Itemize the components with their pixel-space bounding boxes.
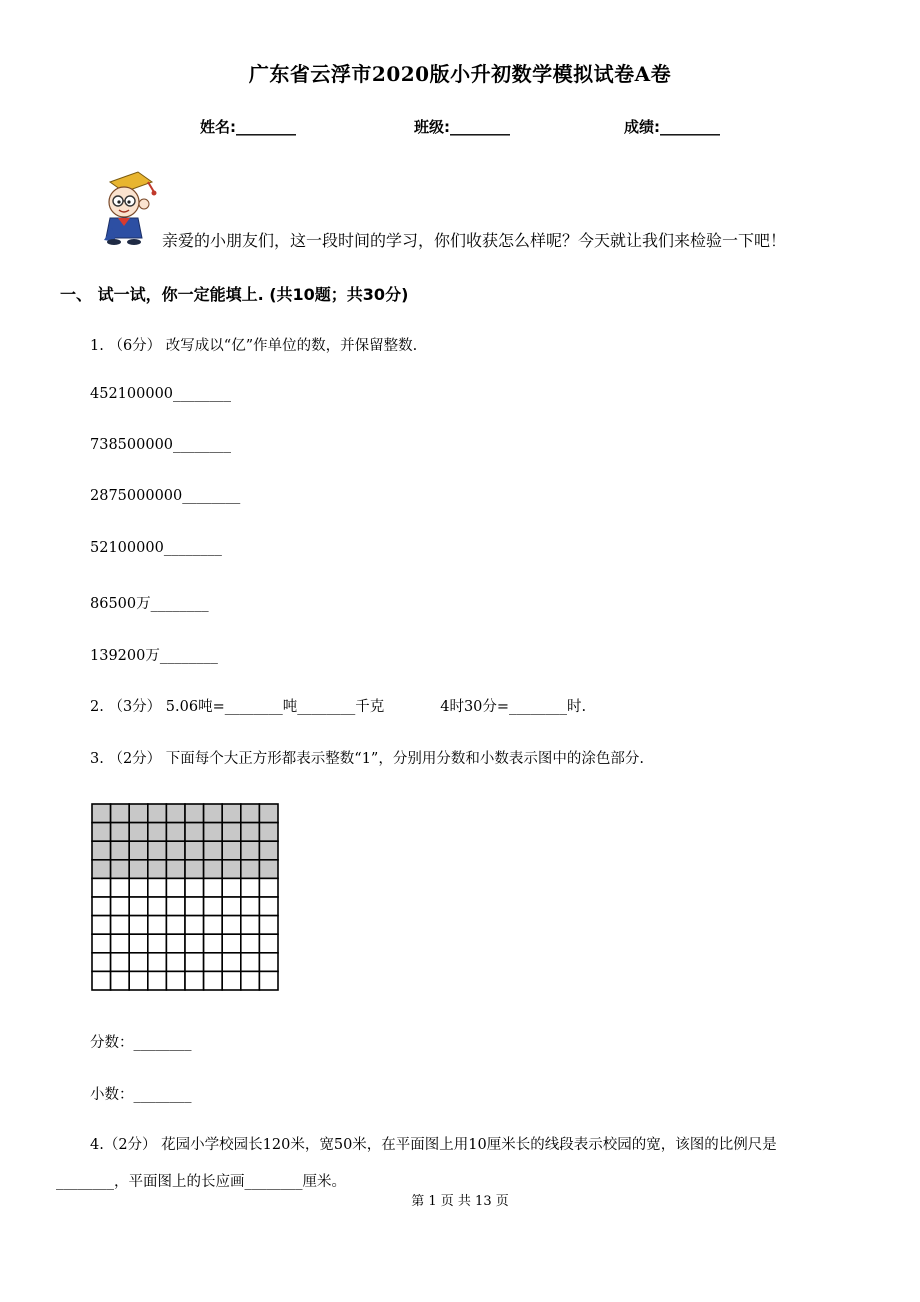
grid-cell [111,934,130,953]
grid-cell [92,934,111,953]
grid-cell [166,916,185,935]
mascot-icon [88,168,166,246]
grid-cell-shaded [92,860,111,879]
grid-cell-shaded [166,804,185,823]
answer-blank: ________ [244,1174,303,1190]
q1-item [90,386,231,402]
grid-cell-shaded [148,860,167,879]
answer-blank: ________ [133,1087,192,1103]
grid-cell-shaded [241,841,260,860]
grid-cell-shaded [166,823,185,842]
grid-cell [92,916,111,935]
answer-blank: ________ [173,386,232,402]
answer-blank: ________ [173,437,232,453]
grid-cell-shaded [204,841,223,860]
grid-cell [222,878,241,897]
page-footer: 第 1 页 共 13 页 [411,1194,509,1209]
answer-blank: ________ [150,596,209,612]
grid-cell [148,953,167,972]
grid-cell [129,934,148,953]
q1-item [90,644,218,665]
section-heading: 一、 试一试，你一定能填上. (共10题；共30分) [60,285,409,304]
grid-cell [259,953,278,972]
q2-stem: 2. （3分） 5.06吨= [90,699,225,715]
answer-blank: ________ [56,1174,114,1190]
grid-cell [185,971,204,990]
grid-cell [129,971,148,990]
grid-cell-shaded [259,860,278,879]
q4-mid: ，平面图上的长应画 [114,1174,245,1190]
grid-cell [241,878,260,897]
q3-stem: 3. （2分） 下面每个大正方形都表示整数“1”，分别用分数和小数表示图中的涂色部分. [90,751,644,767]
q2-line [90,695,586,716]
name-blank: ________ [236,118,296,136]
grid-cell [111,878,130,897]
grid-cell-shaded [222,841,241,860]
grid-cell [129,953,148,972]
grid-cell [259,934,278,953]
q1-item-value: 738500000 [90,437,174,453]
grid-cell [92,953,111,972]
grid-cell-shaded [185,841,204,860]
grid-cell [204,878,223,897]
q1-item-value: 86500万 [90,596,151,612]
grid-cell [185,916,204,935]
grid-cell-shaded [185,804,204,823]
grid-cell [259,897,278,916]
grid-cell [129,916,148,935]
grid-cell [92,878,111,897]
grid-cell [166,953,185,972]
grid-cell-shaded [92,823,111,842]
greeting-text: 亲爱的小朋友们，这一段时间的学习，你们收获怎么样呢？今天就让我们来检验一下吧！ [162,231,787,250]
grid-cell-shaded [92,804,111,823]
grid-cell [111,953,130,972]
grid-cell [204,897,223,916]
class-blank: ________ [450,118,510,136]
grid-cell-shaded [129,860,148,879]
grid-cell [259,971,278,990]
grid-cell-shaded [111,804,130,823]
grid-cell [148,878,167,897]
class-label: 班级: [414,118,450,136]
grid-cell [222,897,241,916]
grid-cell [111,971,130,990]
grid-cell-shaded [185,860,204,879]
answer-blank: ________ [133,1035,192,1051]
grid-cell [204,916,223,935]
q1-item [90,437,231,453]
grid-cell-shaded [92,841,111,860]
grid-cell [185,897,204,916]
grid-cell [259,878,278,897]
grid-cell-shaded [129,823,148,842]
q4-line1: 4.（2分） 花园小学校园长120米，宽50米，在平面图上用10厘米长的线段表示校园的宽，该图的比例尺是 [90,1137,777,1153]
grid-cell-shaded [204,804,223,823]
grid-cell [166,897,185,916]
grid-cell [111,897,130,916]
grid-cell [185,934,204,953]
grid-cell-shaded [185,823,204,842]
answer-blank: ________ [159,648,218,664]
grid-cell [129,897,148,916]
grid-cell-shaded [204,860,223,879]
q1-item-value: 52100000 [90,540,164,556]
grid-cell [129,878,148,897]
grid-cell-shaded [148,841,167,860]
grid-cell [148,916,167,935]
q4-end: 厘米。 [302,1174,346,1190]
decimal-label: 小数： [90,1087,134,1103]
q3-fraction [90,1031,192,1052]
score-field [624,116,720,137]
grid-cell [148,897,167,916]
answer-blank: ________ [224,699,283,715]
grid-cell-shaded [111,841,130,860]
grid-cell-shaded [222,823,241,842]
q1-item-value: 139200万 [90,648,160,664]
grid-cell [222,953,241,972]
grid-cell [166,971,185,990]
score-label: 成绩: [624,118,660,136]
q1-item [90,592,209,613]
grid-cell-shaded [259,804,278,823]
grid-cell [92,971,111,990]
grid-cell-shaded [111,860,130,879]
grid-cell [204,934,223,953]
grid-cell [222,971,241,990]
q1-item [90,488,240,504]
grid-cell-shaded [222,804,241,823]
grid-cell-shaded [111,823,130,842]
grid-cell [92,897,111,916]
grid-cell-shaded [241,860,260,879]
grid-cell [204,953,223,972]
grid-cell [259,916,278,935]
class-field [414,116,510,137]
q2-unit-kg: 千克 [355,699,385,715]
grid-cell [111,916,130,935]
q1-item-value: 2875000000 [90,488,183,504]
grid-cell-shaded [166,841,185,860]
answer-blank: ________ [509,699,568,715]
grid-cell-shaded [129,804,148,823]
grid-cell [185,878,204,897]
grid-cell [185,953,204,972]
q2-unit-ton: 吨 [282,699,298,715]
grid-cell-shaded [259,841,278,860]
answer-blank: ________ [182,488,241,504]
grid-cell-shaded [241,823,260,842]
grid-cell [166,878,185,897]
q1-item [90,540,222,556]
grid-cell [222,916,241,935]
grid-cell-shaded [204,823,223,842]
grid-cell [241,897,260,916]
grid-cell [204,971,223,990]
grid-cell-shaded [259,823,278,842]
grid-cell [241,971,260,990]
grid-cell [148,934,167,953]
grid-cell-shaded [148,804,167,823]
q1-item-value: 452100000 [90,386,174,402]
q3-decimal [90,1083,192,1104]
grid-cell [166,934,185,953]
q2-unit-hour: 时. [567,699,587,715]
grid-cell [241,916,260,935]
name-label: 姓名: [200,118,236,136]
q4-line2 [56,1170,346,1191]
q2-part-b: 4时30分= [440,699,510,715]
grid-cell [148,971,167,990]
answer-blank: ________ [297,699,356,715]
page-title: 广东省云浮市2020版小升初数学模拟试卷A卷 [248,62,672,86]
grid-cell-shaded [241,804,260,823]
name-field [200,116,296,137]
grid-cell-shaded [148,823,167,842]
answer-blank: ________ [163,540,222,556]
grid-cell-shaded [222,860,241,879]
grid-cell [241,934,260,953]
grid-cell [222,934,241,953]
grid-cell-shaded [129,841,148,860]
shaded-grid [90,802,280,992]
grid-cell [241,953,260,972]
score-blank: ________ [660,118,720,136]
fraction-label: 分数： [90,1035,134,1051]
q1-stem: 1. （6分） 改写成以“亿”作单位的数，并保留整数. [90,338,418,354]
grid-cell-shaded [166,860,185,879]
